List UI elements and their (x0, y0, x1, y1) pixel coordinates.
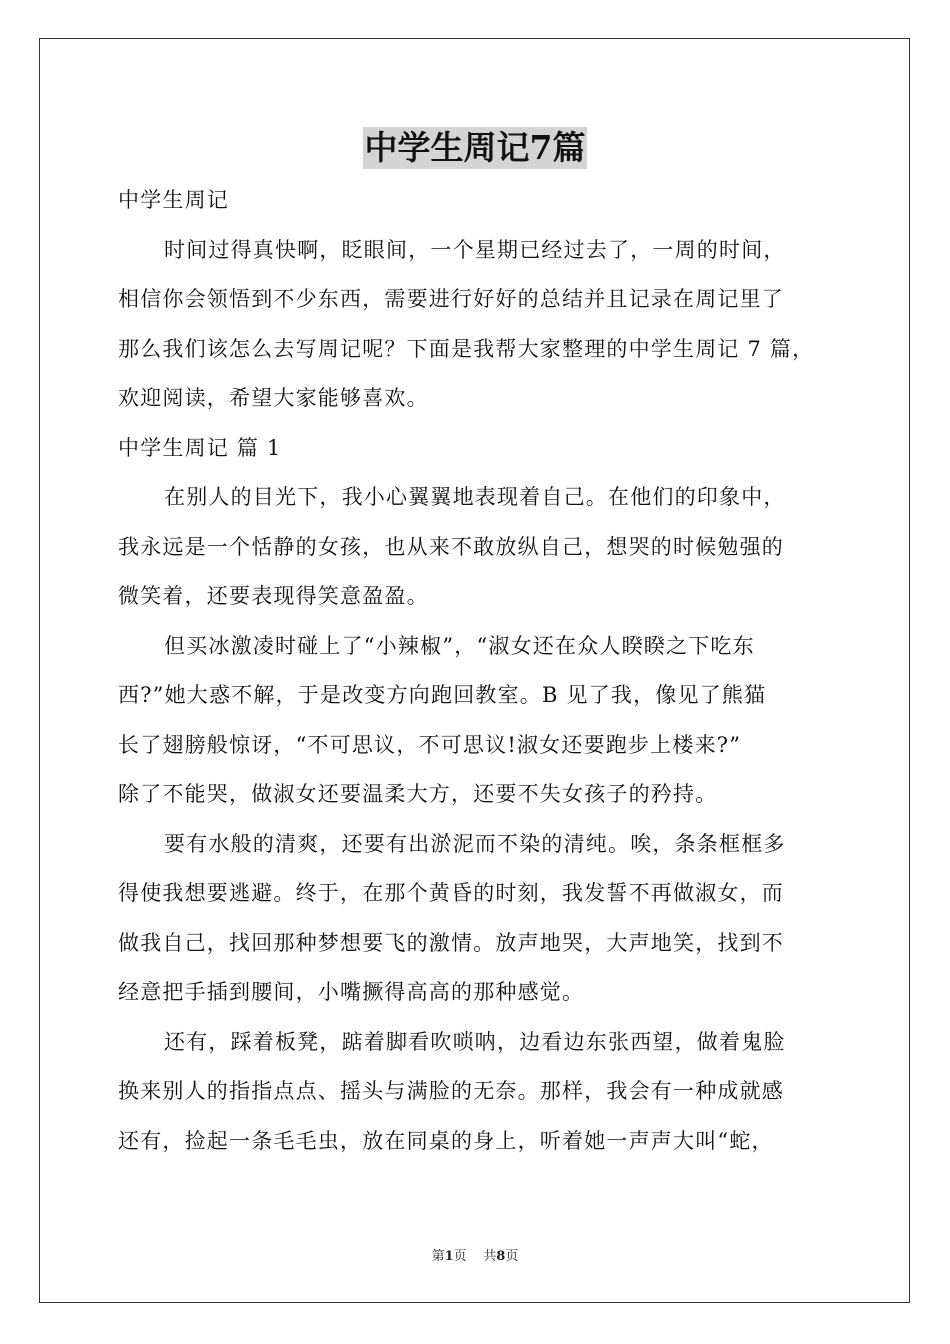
paragraph-line: 换来别人的指指点点、摇头与满脸的无奈。那样，我会有一种成就感 (118, 1079, 784, 1103)
total-pages: 8 (496, 1249, 506, 1264)
paragraph-line: 还有，踩着板凳，踮着脚看吹唢呐，边看边东张西望，做着鬼脸 (164, 1029, 786, 1054)
total-prefix: 共 (483, 1249, 497, 1264)
document-body (118, 176, 848, 1166)
page-footer (0, 1245, 950, 1264)
paragraph-line: 经意把手插到腰间，小嘴撅得高高的那种感觉。 (118, 980, 585, 1004)
paragraph-line: 那么我们该怎么去写周记呢？下面是我帮大家整理的中学生周记 7 篇， (118, 336, 815, 361)
total-suffix: 页 (505, 1249, 519, 1264)
paragraph-line: 得使我想要逃避。终于，在那个黄昏的时刻，我发誓不再做淑女，而 (118, 881, 784, 905)
section-heading: 中学生周记 篇 1 (118, 435, 282, 460)
page-suffix: 页 (453, 1249, 467, 1264)
paragraph-line: 欢迎阅读，希望大家能够喜欢。 (118, 386, 429, 410)
document-title: 中学生周记7篇 (364, 128, 586, 167)
paragraph-line: 在别人的目光下，我小心翼翼地表现着自己。在他们的印象中， (164, 485, 786, 509)
paragraph-line: 做我自己，找回那种梦想要飞的激情。放声地哭，大声地笑，找到不 (118, 930, 784, 955)
paragraph-line: 相信你会领悟到不少东西，需要进行好好的总结并且记录在周记里了 (118, 287, 784, 311)
paragraph-line: 但买冰激凌时碰上了“小辣椒”，“淑女还在众人睽睽之下吃东 (164, 633, 755, 658)
paragraph-line: 时间过得真快啊，眨眼间，一个星期已经过去了，一周的时间， (164, 237, 786, 262)
paragraph-line: 长了翅膀般惊讶，“不可思议，不可思议!淑女还要跑步上楼来?” (118, 732, 742, 757)
paragraph-line: 微笑着，还要表现得笑意盈盈。 (118, 584, 429, 608)
section-heading: 中学生周记 (118, 188, 229, 212)
paragraph-line: 我永远是一个恬静的女孩，也从来不敢放纵自己，想哭的时候勉强的 (118, 534, 784, 559)
page-number: 1 (444, 1249, 454, 1264)
title-container (0, 127, 950, 169)
page-prefix: 第 (431, 1249, 445, 1264)
paragraph-line: 西?”她大惑不解，于是改变方向跑回教室。B 见了我，像见了熊猫 (118, 683, 767, 707)
paragraph-line: 除了不能哭，做淑女还要温柔大方，还要不失女孩子的矜持。 (118, 782, 718, 806)
paragraph-line: 要有水般的清爽，还要有出淤泥而不染的清纯。唉，条条框框多 (164, 831, 786, 856)
paragraph-line: 还有，捡起一条毛毛虫，放在同桌的身上，听着她一声声大叫“蛇， (118, 1128, 774, 1153)
